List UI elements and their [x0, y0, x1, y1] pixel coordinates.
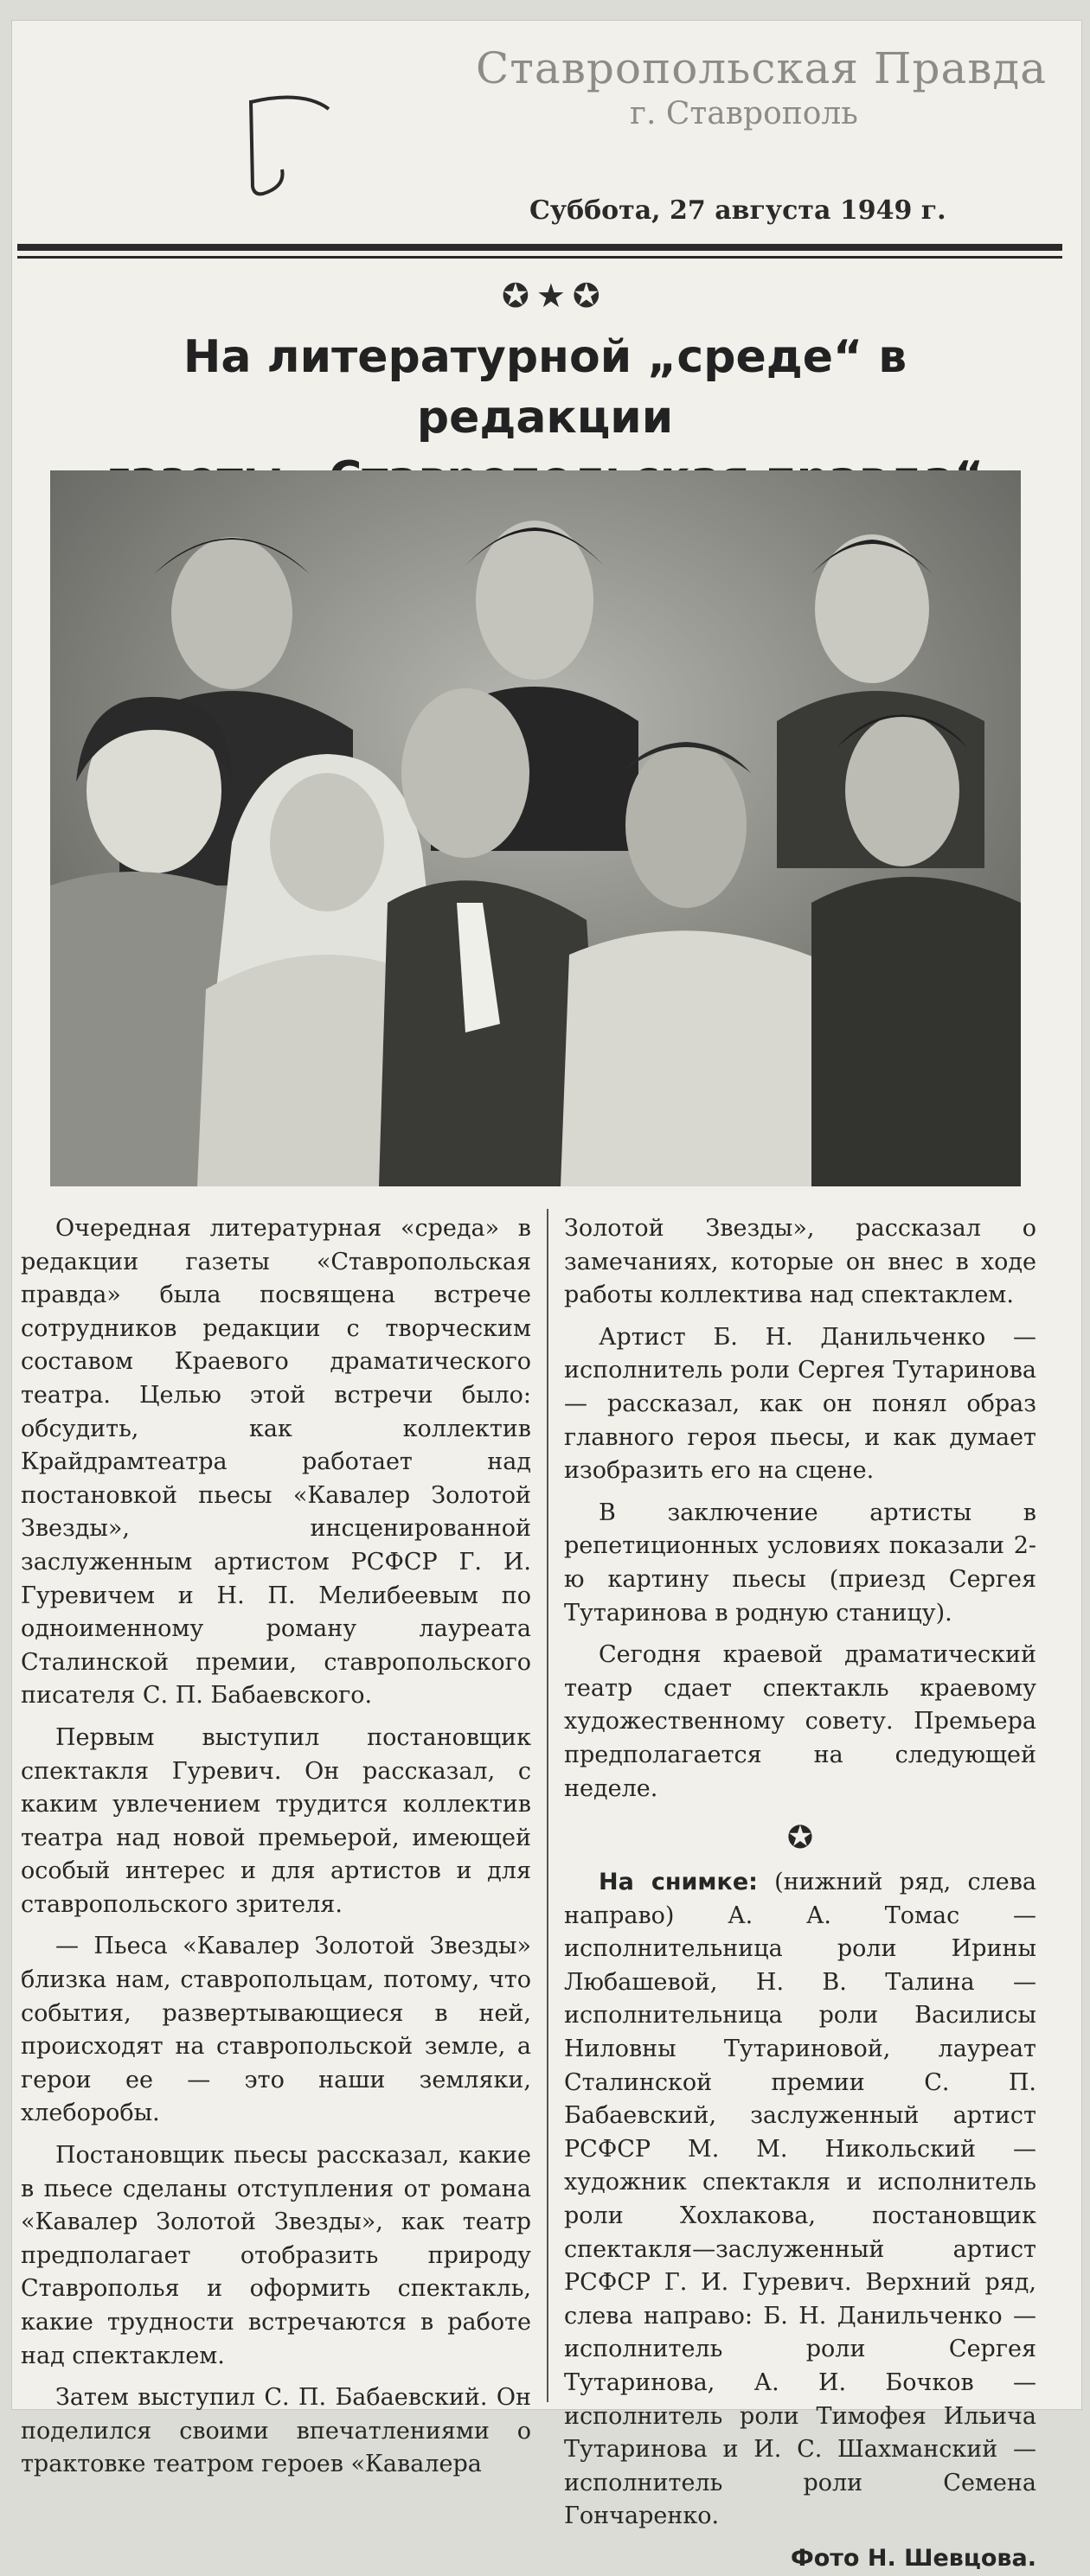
article-paragraph: Артист Б. Н. Данильченко — исполнитель роли Сергея Тутаринова — рассказал, как он понял образ главного героя пьесы, и как думает изобразить его на сцене. — [564, 1323, 1036, 1485]
issue-date: Суббота, 27 августа 1949 г. — [529, 195, 946, 226]
article-left-column — [21, 1212, 531, 2482]
masthead — [450, 42, 1073, 133]
article-paragraph: Сегодня краевой драматический театр сдает спектакль краевому художественному совету. Премьера предполагается на следующей неделе. — [564, 1641, 1036, 1802]
article-paragraph: Золотой Звезды», рассказал о замечаниях, которые он внес в ходе работы коллектива над спектаклем. — [564, 1215, 1036, 1309]
city-line: г. Ставрополь — [630, 96, 858, 131]
star-ornament: ✪★✪ — [502, 277, 607, 315]
photo-caption — [564, 1866, 1036, 2534]
group-photo — [50, 470, 1021, 1186]
caption-text: (нижний ряд, слева направо) А. А. Томас — исполнительница роли Ирины Любашевой, Н. В. Талина — исполнительница роли Василисы Ниловны Тутариновой, лауреат Сталинской премии С. П. Бабаевский, заслуженный артист РСФСР М. М. Никольский — художник спектакля и исполнитель роли Хохлакова, постановщик спектакля—заслуженный артист РСФСР Г. И. Гуревич. Верхний ряд, слева направо: Б. Н. Данильченко — исполнитель роли Сергея Тутаринова, А. И. Бочков — исполнитель роли Тимофея Ильича Тутаринова и И. С. Шахманский — исполнитель роли Семена Гончаренко. — [564, 1869, 1036, 2530]
article-paragraph: Затем выступил С. П. Бабаевский. Он поделился своими впечатлениями о трактовке театром героев «Кавалера — [21, 2384, 531, 2478]
article-paragraph: В заключение артисты в репетиционных условиях показали 2-ю картину пьесы (приезд Сергея Тутаринова в родную станицу). — [564, 1499, 1036, 1627]
article-paragraph: Первым выступил постановщик спектакля Гуревич. Он рассказал, с каким увлечением трудится коллектив театра над новой премьерой, имеющей особый интерес и для артистов и для ставропольского зрителя. — [21, 1723, 531, 1918]
headline-line-1: На литературной „среде“ в редакции — [183, 331, 907, 444]
article-right-column — [564, 1212, 1036, 2576]
column-divider — [547, 1209, 548, 2402]
newspaper-name: Ставропольская Правда — [475, 43, 1048, 93]
article-paragraph: — Пьеса «Кавалер Золотой Звезды» близка нам, ставропольцам, потому, что события, развертывающиеся в ней, происходят на ставропольской земле, а герои ее — это наши земляки, хлеборобы. — [21, 1933, 531, 2127]
article-paragraph: Очередная литературная «среда» в редакции газеты «Ставропольская правда» была посвящена встрече сотрудников редакции с творческим составом Краевого драматического театра. Целью этой встречи было: обсудить, как коллектив Крайдрамтеатра работает над постановкой пьесы «Кавалер Золотой Звезды», инсценированной заслуженным артистом РСФСР Г. И. Гуревичем и Н. П. Мелибеевым по одноименному роману лауреата Сталинской премии, ставропольского писателя С. П. Бабаевского. — [21, 1215, 531, 1710]
article-paragraph: Постановщик пьесы рассказал, какие в пьесе сделаны отступления от романа «Кавалер Золотой Звезды», как театр предполагает отобразить природу Ставрополья и оформить спектакль, какие трудности встречаются в работе над спектаклем. — [21, 2142, 531, 2369]
header-rule — [17, 244, 1062, 251]
photo-credit: Фото Н. Шевцова. — [790, 2544, 1036, 2572]
handwritten-mark — [199, 83, 337, 213]
star-separator-icon: ✪ — [786, 1820, 814, 1857]
group-photo-image — [50, 470, 1021, 1186]
header-rule-thin — [17, 256, 1062, 259]
caption-label: На снимке: — [599, 1869, 758, 1896]
